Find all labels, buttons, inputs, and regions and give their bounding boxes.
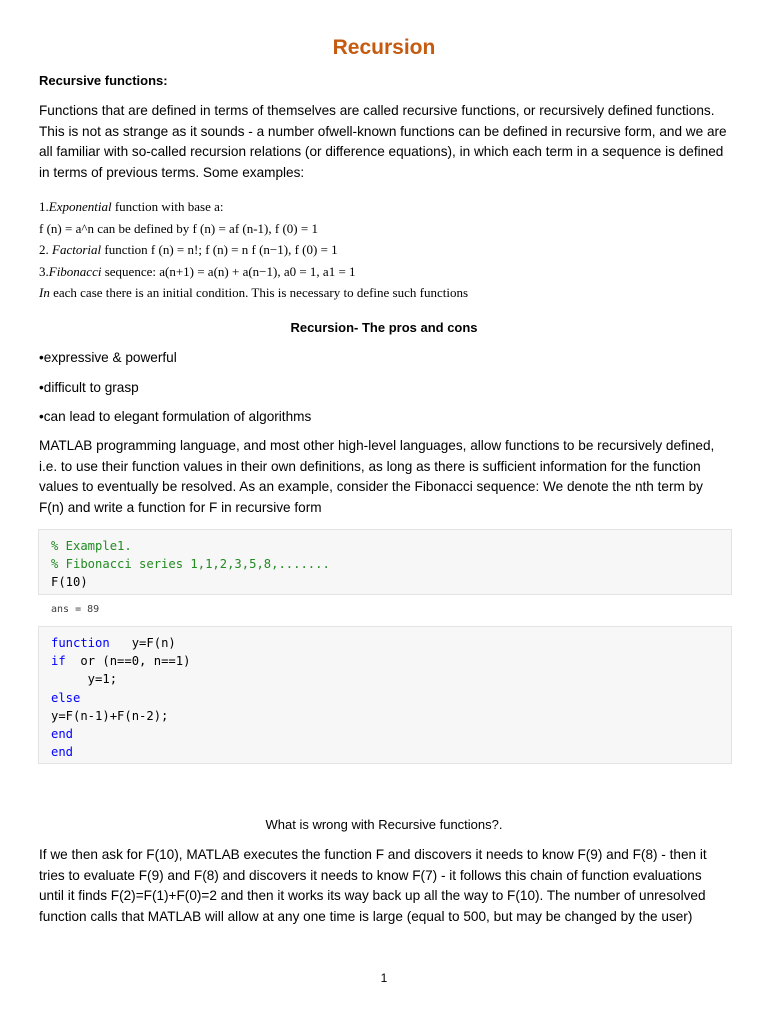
matlab-paragraph: MATLAB programming language, and most other high-level languages, allow functions to be recursively defined, i.e. to use their function values in their own definitions, as long as there is sufficient information for the function values to eventually be resolved. As an example, consider the Fibonacci sequence: We denote the nth term by F(n) and write a function for F in recursive form [39, 438, 715, 516]
code-keyword: end [51, 745, 74, 760]
bullet-item: •difficult to grasp [39, 380, 139, 395]
page-number: 1 [380, 971, 388, 985]
code-line: y=F(n-1)+F(n-2); [51, 708, 169, 723]
code-output: ans = 89 [51, 604, 100, 615]
code-comment: % Fibonacci series 1,1,2,3,5,8,....... [51, 557, 330, 572]
pros-cons-heading: Recursion- The pros and cons [290, 320, 478, 335]
example-line-2: f (n) = a^n can be defined by f (n) = af (n-1), f (0) = 1 [39, 220, 318, 236]
wrong-heading: What is wrong with Recursive functions?. [265, 817, 503, 832]
code-keyword: if [51, 654, 66, 669]
intro-paragraph: Functions that are defined in terms of themselves are called recursive functions, or recursively defined functions. This is not as strange as it sounds - a number ofwell-known functions can be defined in recursive form, and we are all familiar with so-called recursion relations (or difference equations), in which each term in a sequence is defined in terms of previous terms. Some examples: [39, 103, 727, 181]
bullet-item: •can lead to elegant formulation of algorithms [39, 409, 312, 424]
code-keyword: else [51, 690, 81, 705]
code-block-function [38, 626, 732, 764]
code-comment: % Example1. [51, 539, 132, 553]
example-line-4: 3.Fibonacci sequence: a(n+1) = a(n) + a(n−1), a0 = 1, a1 = 1 [39, 263, 356, 279]
code-line: F(10) [51, 575, 88, 590]
bullet-item: •expressive & powerful [39, 350, 177, 365]
page-title: Recursion [332, 36, 436, 59]
example-line-5: In each case there is an initial condition. This is necessary to define such functions [39, 285, 469, 300]
code-line: if or (n==0, n==1) [51, 654, 191, 669]
code-line: function y=F(n) [51, 636, 176, 650]
example-line-3: 2. Factorial function f (n) = n!; f (n) = n f (n−1), f (0) = 1 [39, 242, 338, 257]
code-keyword: function [51, 636, 110, 650]
example-line-1: 1.Exponential function with base a: [39, 199, 224, 214]
code-keyword: end [51, 726, 74, 741]
code-line: y=1; [51, 672, 118, 687]
examples-block [39, 196, 499, 304]
section-subheading: Recursive functions: [39, 73, 168, 88]
code-block-example [38, 529, 732, 595]
wrong-paragraph: If we then ask for F(10), MATLAB executes the function F and discovers it needs to know F(9) and F(8) - then it tries to evaluate F(9) and F(8) and discovers it needs to know F(7) - it follows this chain of function evaluations until it finds F(2)=F(1)+F(0)=2 and then it works its way back up all the way to F(10). The number of unresolved function calls that MATLAB will allow at any one time is large (equal to 500, but may be changed by the user) [39, 847, 707, 925]
